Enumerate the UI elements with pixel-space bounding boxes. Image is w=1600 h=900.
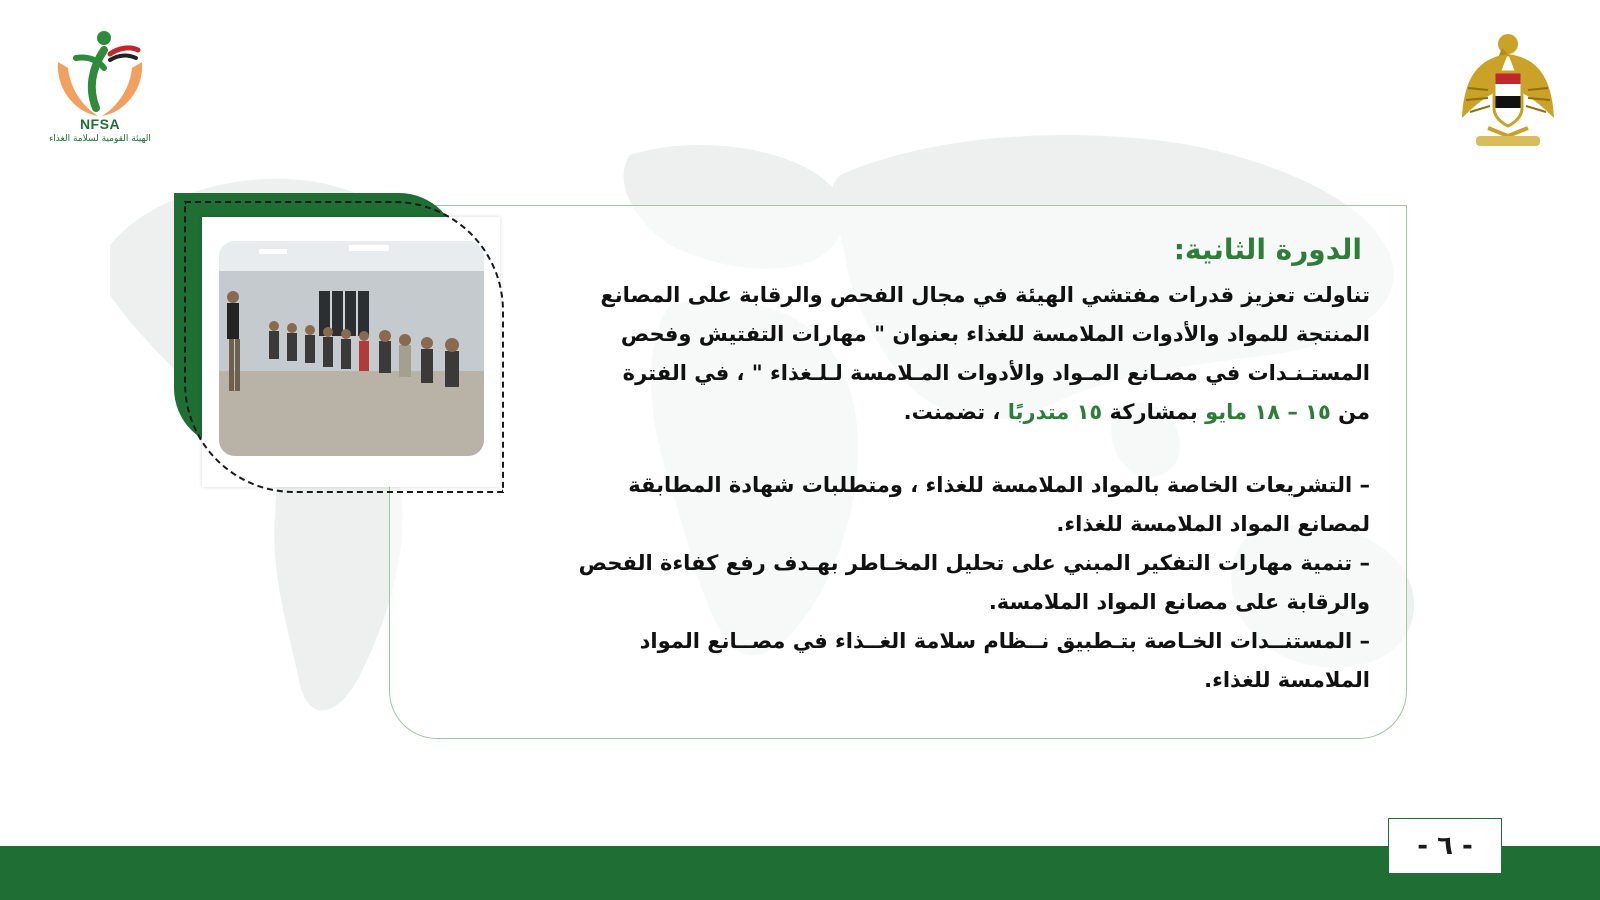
- nfsa-hands-icon: [52, 28, 148, 120]
- intro-line-1: تناولت تعزيز قدرات مفتشي الهيئة في مجال الفحص والرقابة على المصانع: [600, 283, 1370, 307]
- bullet-item: – المستنــدات الخـاصة بتـطبيق نــظام سلامة الغــذاء في مصــانع المواد الملامسة للغذاء.: [639, 629, 1370, 692]
- bullet-item: – التشريعات الخاصة بالمواد الملامسة للغذاء ، ومتطلبات شهادة المطابقة لمصانع المواد الملامسة للغذاء.: [628, 473, 1370, 536]
- nfsa-logo: [40, 28, 160, 163]
- nfsa-name: NFSA: [79, 116, 121, 132]
- intro-line-2: المنتجة للمواد والأدوات الملامسة للغذاء بعنوان " مهارات التفتيش وفحص: [620, 322, 1370, 346]
- course-dates: ١٥ – ١٨ مايو: [1205, 400, 1331, 424]
- photo-frame: [174, 193, 514, 503]
- course-heading: الدورة الثانية:: [1173, 233, 1362, 266]
- text-content: [555, 228, 1370, 700]
- nfsa-subtitle: الهيئة القومية لسلامة الغذاء: [49, 134, 151, 144]
- date-suffix: ، تضمنت.: [903, 400, 1001, 424]
- date-prefix: من: [1338, 400, 1370, 424]
- date-line: [555, 393, 1370, 432]
- egypt-eagle-emblem-icon: [1458, 28, 1558, 152]
- training-photo: [219, 241, 484, 456]
- trainee-count: ١٥ متدربًا: [1007, 400, 1103, 424]
- date-middle: بمشاركة: [1109, 400, 1198, 424]
- bullet-item: – تنمية مهارات التفكير المبني على تحليل المخـاطر بهـدف رفع كفاءة الفحص والرقابة على مصانع المواد الملامسة.: [578, 551, 1370, 614]
- footer-bar: [0, 846, 1600, 900]
- intro-line-3: المستـنـدات في مصـانع المـواد والأدوات المـلامسة لـلـغذاء " ، في الفترة: [622, 361, 1370, 385]
- page-number: - ٦ -: [1388, 818, 1502, 874]
